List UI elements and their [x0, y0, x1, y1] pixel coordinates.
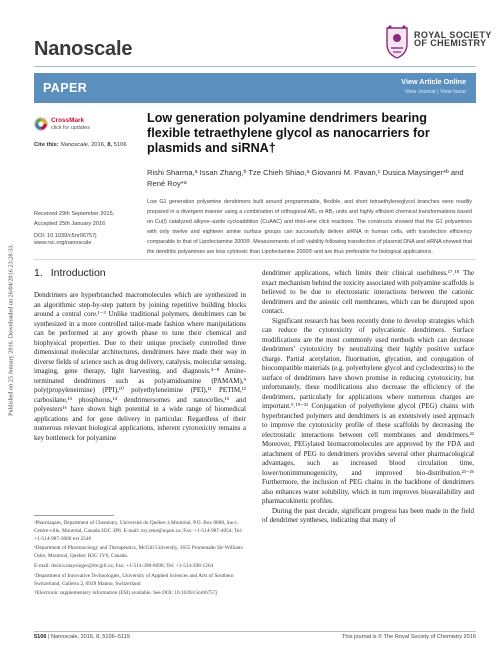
footnote-email-b: E-mail: dusica.maysinger@mcgill.ca; Fax: +1-514-398-6690; Tel: +1-514-398-1264	[34, 562, 214, 569]
abstract: Low G1 generation polyamine dendrimers built around programmable, flexible, and short tetraethyleneglycol branches were readily prepared in a divergent manner using a combination of orthogonal AB₃ or AB₂ units and highly efficient chemical transformations based on Cu(I) catalyzed alkyne–azide cycloaddition (CuAAC) and thiol–ene click reactions. The constructs showed that the G1 polyamines with only twelve and eighteen amine surface groups can successfully deliver siRNA in human cells, with transfection efficiency comparable to that of Lipofectamine 2000®. Measurements of cell viability following transfection of plasmid DNA and siRNA showed that the dendritic polyamines are less cytotoxic than Lipofectamine 2000® and are thus preferable for biological applications.	[147, 199, 472, 255]
paper-banner	[34, 73, 476, 103]
rsc-line-1: ROYAL SOCIETY	[414, 30, 492, 40]
section-heading	[34, 269, 246, 283]
received-date: Received 29th September 2015,	[34, 211, 115, 217]
article-dates	[34, 210, 142, 242]
journal-url[interactable]: www.rsc.org/nanoscale	[34, 240, 92, 246]
intro-paragraph-3: Significant research has been recently done to develop strategies which can reduce the cytotoxicity of polycationic dendrimers. Surface modifications are the most commonly used methods which can decrease dendrimers’ cytotoxicity by neutralizing their highly positive surface charge. Partial acetylation, fluorination, glycation, and conjugation of biocompatible materials (e.g. polyethylene glycol and cyclodextrins) to the surface of dendrimers have shown promise in reducing cytotoxicity, but unfortunately, these modifications also decrease the efficiency of the dendrimers, particularly for applications where numerous charges are important.⁹˒¹⁹⁻²¹ Conjugation of polyethylene glycol (PEG) chains with hyperbranched polymers and dendrimers is an extensively used approach to improve the cytotoxicity profile of these scaffolds by decreasing the electrostatic interactions between cell membranes and dendrimers.²² Moreover, PEGylated biomacromolecules are approved by the FDA and attachment of PEG to dendrimers provides several other pharmacological advantages, such as increased blood circulation time, lower/nonimmunogenicity, and improved bio-distribution.²³⁻²⁶ Furthermore, the inclusion of PEG chains in the backbone of dendrimers also enhances water solubility, which in turn improves bioavailability and pharmacokinetic profiles.	[262, 316, 474, 505]
cite-volume: 8,	[107, 142, 113, 148]
left-column	[34, 269, 246, 443]
rsc-logo	[384, 22, 492, 62]
rsc-crest-icon	[384, 24, 410, 60]
crossmark-title: CrossMark	[51, 117, 85, 124]
article-title: Low generation polyamine dendrimers bearing flexible tetraethylene glycol as nanocarriers for plasmids and siRNA†	[147, 111, 430, 155]
page-number: 5106	[34, 634, 47, 640]
author-list: Rishi Sharma,ᵃ Issan Zhang,ᵇ Tze Chieh Shiao,ᵃ Giovanni M. Pavan,ᶜ Dusica Maysinger*ᵇ and René Roy*ᵃ	[147, 168, 464, 188]
publication-side-note	[6, 180, 16, 480]
footnote-affiliation-c: ᶜDepartment of Innovative Technologies, University of Applied Sciences and Arts of Southern Switzerland, Galleria 2, 6928 Manno, Switzerland	[34, 572, 234, 587]
cite-year: 2016,	[91, 142, 106, 148]
doi[interactable]: DOI: 10.1039/c5nr06757j	[34, 233, 97, 240]
side-note-text: Published on 25 January 2016. Downloaded on 26/04/2016 23:28:33.	[7, 244, 15, 416]
article-type-label: PAPER	[43, 81, 88, 95]
section-title: Introduction	[50, 267, 106, 279]
rsc-wordmark	[414, 31, 492, 47]
cite-page: 5106	[113, 142, 127, 148]
rsc-line-2: OF CHEMISTRY	[414, 38, 487, 48]
footnote-affiliation-b: ᵇDepartment of Pharmacology and Therapeutics, McGill University, 3655 Promenade Sir-William-Osler, Montreal, Quebec H3G 1Y6, Canada.	[34, 545, 244, 560]
intro-paragraph-4: During the past decade, significant progress has been made in the field of dendrimer syntheses, indicating that many of	[262, 506, 474, 524]
section-divider	[34, 259, 476, 260]
crossmark-sub: click for updates	[51, 124, 90, 131]
accepted-date: Accepted 25th January 2016	[34, 220, 106, 227]
footnote-rule	[34, 515, 114, 516]
intro-paragraph-1: Dendrimers are hyperbranched macromolecules which are synthesized in an algorithmic step-by-step pattern by joining repetitive building blocks around a central core.¹⁻³ Unlike traditional polymers, dendrimers can be synthesized in a more controlled tailor-made fashion where manipulations can be performed at any growth phase to tune their chemical and biophysical properties. Due to their unique precisely controlled three dimensional molecular architectures, dendrimers have made their way in diverse fields of science such as drug delivery, catalysis, molecular sensing, imaging, gene therapy, light harvesting, and diagnosis.⁴⁻⁸ Amine-terminated dendrimers such as polyamidoamine (PAMAM),⁹ poly(propyleneimine) (PPI),¹⁰ polyethyleneimine (PEI),¹¹ PETIM,¹² carbosilane,¹³ phosphorus,¹⁴ dendrimersomes and nanocelles,¹⁵ and polyesters¹⁶ have shown high potential in a wide range of biomedical applications and for gene delivery in particular. Regardless of their numerous relevant biological applications, inherent cytotoxicity remains a key bottleneck for polyamine	[34, 291, 247, 442]
section-number: 1.	[34, 267, 43, 279]
right-column	[262, 269, 474, 526]
footer-copyright: This journal is © The Royal Society of Chemistry 2016	[342, 634, 476, 640]
cite-prefix: Cite this:	[34, 142, 59, 148]
footnotes	[34, 520, 246, 600]
footer-journal-ref: Nanoscale, 2016, 8, 5106–5119	[51, 634, 130, 640]
intro-paragraph-2: dendrimer applications, which limits their clinical usefulness.¹⁷˒¹⁸ The exact mechanism behind the toxicity associated with polyamine scaffolds is believed to be due to electrostatic interactions between the cationic dendrimers and the anionic cell membranes, which can be disrupted upon contact.	[262, 269, 474, 315]
crossmark-icon	[34, 117, 48, 131]
citation-line	[34, 142, 127, 148]
footnote-affiliation-a: ᵃPharmaqam, Department of Chemistry, Université du Québec à Montréal, P.O. Box 8888, Succ. Centre-ville, Montréal, Canada H3C 3P8. E-mail: roy.rene@uqam.ca; Fax: +1-514-987-4054; Tel: +1-514-987-3000 ext 2546	[34, 520, 243, 542]
footnote-esi: †Electronic supplementary information (ESI) available. See DOI: 10.1039/c5nr06757j	[34, 590, 218, 597]
view-article-online-link[interactable]: View Article Online	[401, 77, 466, 86]
journal-name: Nanoscale	[34, 38, 133, 60]
footer-left: 5106 | Nanoscale, 2016, 8, 5106–5119	[34, 634, 130, 640]
crossmark-label	[51, 118, 90, 131]
view-journal-issue-link[interactable]: View Journal | View Issue	[404, 89, 466, 95]
footer-rule	[34, 631, 476, 632]
cite-journal: Nanoscale,	[60, 142, 90, 148]
crossmark-badge[interactable]	[34, 117, 104, 133]
header-rule	[34, 66, 476, 67]
